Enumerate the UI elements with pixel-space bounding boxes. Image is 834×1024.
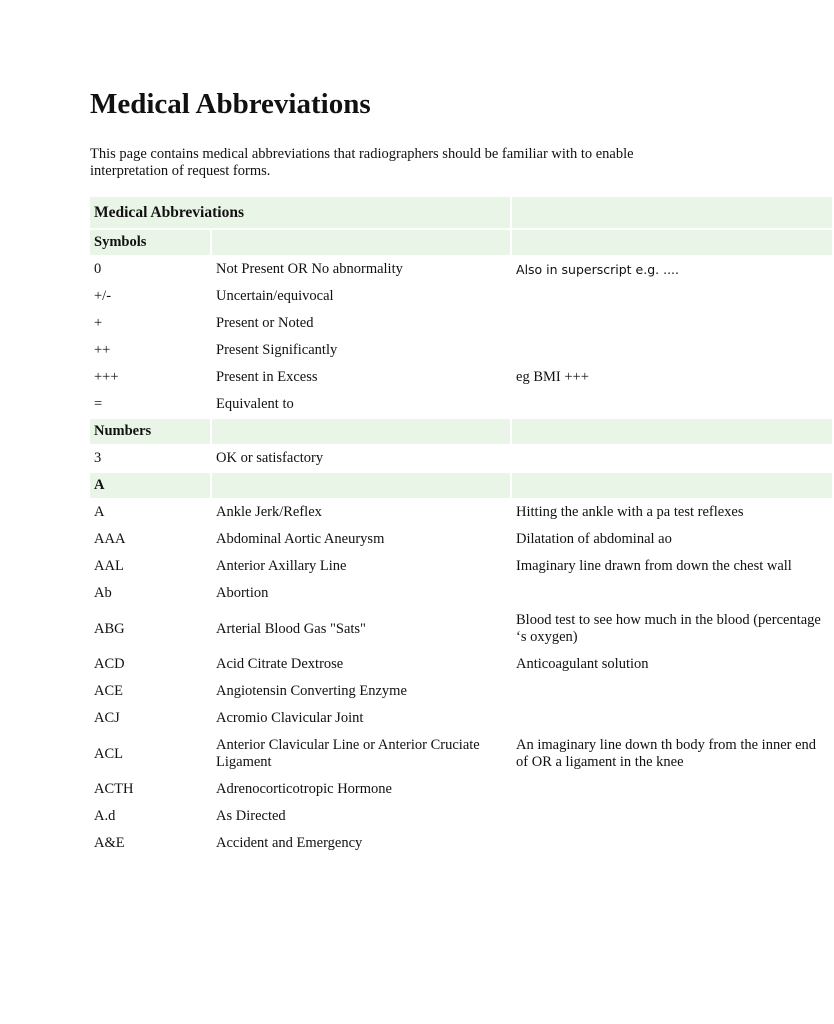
table-row: [90, 581, 832, 606]
note-cell: [512, 706, 832, 731]
table-row: [90, 554, 832, 579]
abbr-cell: AAL: [94, 558, 124, 574]
table-heading-row: [90, 197, 832, 228]
section-empty-cell: [212, 473, 510, 498]
meaning-cell: Present in Excess: [216, 369, 318, 385]
intro-paragraph: This page contains medical abbreviations that radiographers should be familiar with to enable interpretation of request forms.: [90, 146, 634, 179]
section-label: Numbers: [90, 419, 210, 444]
meaning-cell: Present or Noted: [216, 315, 314, 331]
meaning-cell: Uncertain/equivocal: [216, 288, 334, 304]
section-header-row: [90, 419, 832, 444]
section-empty-cell: [512, 419, 832, 444]
table-heading: Medical Abbreviations: [90, 197, 510, 228]
meaning-cell: Adrenocorticotropic Hormone: [216, 781, 392, 797]
meaning-cell: Anterior Axillary Line: [216, 558, 347, 574]
abbr-cell: ACTH: [94, 781, 134, 797]
table-row: [90, 652, 832, 677]
section-label: Symbols: [90, 230, 210, 255]
abbr-cell: Ab: [94, 585, 112, 601]
abbr-cell: AAA: [94, 531, 126, 547]
meaning-cell: Ankle Jerk/Reflex: [216, 504, 322, 520]
abbr-cell: ACJ: [94, 710, 120, 726]
meaning-cell: Arterial Blood Gas "Sats": [216, 620, 366, 637]
abbr-cell: ++: [94, 342, 111, 358]
note-cell: [512, 392, 832, 417]
abbreviations-table-container: [90, 195, 821, 858]
abbr-cell: ACD: [94, 656, 125, 672]
note-cell: [512, 446, 832, 471]
abbr-cell: ACE: [94, 683, 123, 699]
abbr-cell: ABG: [94, 620, 125, 637]
table-row: [90, 365, 832, 390]
abbr-cell: =: [94, 396, 103, 412]
note-cell: [512, 679, 832, 704]
section-empty-cell: [512, 473, 832, 498]
note-cell: Imaginary line drawn from down the chest wall: [516, 558, 792, 574]
table-row: [90, 679, 832, 704]
section-header-row: [90, 230, 832, 255]
section-empty-cell: [212, 419, 510, 444]
section-header-row: [90, 473, 832, 498]
abbr-cell: A.d: [94, 808, 116, 824]
note-cell: Blood test to see how much in the blood (percentage ‘s oxygen): [516, 612, 821, 645]
table-row: [90, 733, 832, 775]
meaning-cell: Acid Citrate Dextrose: [216, 656, 344, 672]
page-title: Medical Abbreviations: [90, 88, 371, 120]
meaning-cell: OK or satisfactory: [216, 450, 324, 466]
table-heading-empty-cell: [512, 197, 832, 228]
abbr-cell: +/-: [94, 288, 112, 304]
note-cell: [512, 284, 832, 309]
table-row: [90, 257, 832, 282]
note-cell: Anticoagulant solution: [516, 656, 649, 672]
abbreviations-table: [88, 195, 834, 858]
note-cell: [512, 338, 832, 363]
meaning-cell: Accident and Emergency: [216, 835, 363, 851]
note-cell: eg BMI +++: [516, 369, 589, 385]
table-row: [90, 831, 832, 856]
table-row: [90, 311, 832, 336]
section-label: A: [90, 473, 210, 498]
note-cell: Dilatation of abdominal ao: [516, 531, 672, 547]
table-row: [90, 608, 832, 650]
abbr-cell: A&E: [94, 835, 125, 851]
note-cell: Also in superscript e.g. ....: [516, 262, 679, 277]
table-row: [90, 804, 832, 829]
meaning-cell: Anterior Clavicular Line or Anterior Cruciate Ligament: [216, 737, 480, 770]
note-cell: Hitting the ankle with a pa test reflexes: [516, 504, 744, 520]
abbr-cell: A: [94, 504, 105, 520]
table-row: [90, 706, 832, 731]
note-cell: [512, 831, 832, 856]
abbr-cell: ACL: [94, 745, 123, 762]
table-row: [90, 338, 832, 363]
meaning-cell: Equivalent to: [216, 396, 294, 412]
note-cell: [512, 311, 832, 336]
meaning-cell: Angiotensin Converting Enzyme: [216, 683, 407, 699]
abbr-cell: +: [94, 315, 103, 331]
table-row: [90, 777, 832, 802]
table-row: [90, 446, 832, 471]
note-cell: [512, 581, 832, 606]
document-page: [90, 0, 821, 1024]
table-row: [90, 527, 832, 552]
table-row: [90, 392, 832, 417]
abbr-cell: 0: [94, 261, 102, 277]
section-empty-cell: [512, 230, 832, 255]
section-empty-cell: [212, 230, 510, 255]
meaning-cell: Not Present OR No abnormality: [216, 261, 403, 277]
note-cell: An imaginary line down th body from the inner end of OR a ligament in the knee: [516, 737, 817, 770]
abbr-cell: +++: [94, 369, 119, 385]
table-row: [90, 284, 832, 309]
note-cell: [512, 804, 832, 829]
abbr-cell: 3: [94, 450, 102, 466]
meaning-cell: Present Significantly: [216, 342, 338, 358]
meaning-cell: Acromio Clavicular Joint: [216, 710, 364, 726]
table-row: [90, 500, 832, 525]
meaning-cell: As Directed: [216, 808, 286, 824]
meaning-cell: Abortion: [216, 585, 269, 601]
meaning-cell: Abdominal Aortic Aneurysm: [216, 531, 385, 547]
note-cell: [512, 777, 832, 802]
